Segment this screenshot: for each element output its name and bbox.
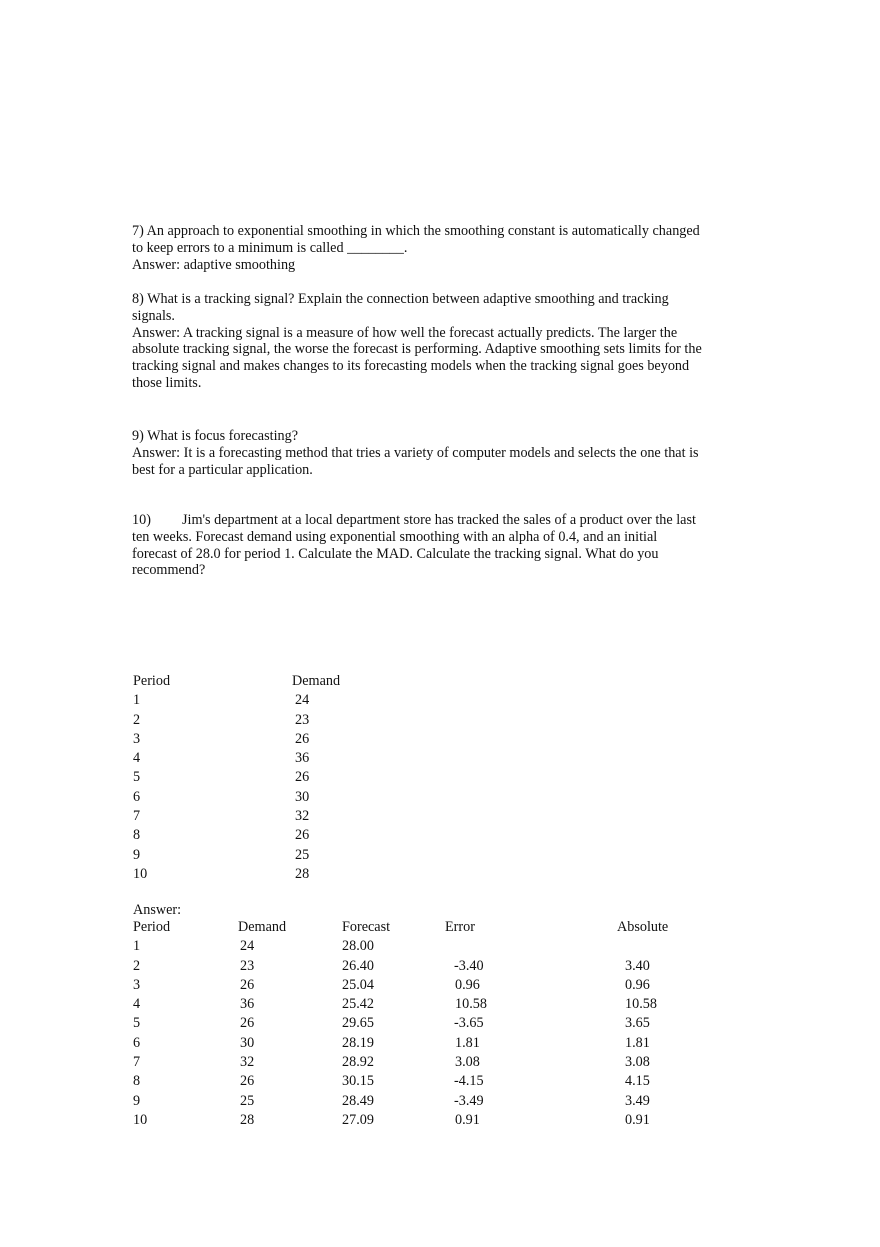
cell-demand: 26	[240, 1015, 255, 1032]
cell-demand: 26	[295, 769, 310, 786]
cell-demand: 26	[240, 1073, 255, 1090]
question-8	[132, 291, 702, 392]
cell-demand: 32	[295, 808, 310, 825]
cell-forecast: 28.19	[342, 1034, 374, 1051]
cell-error: 3.08	[455, 1054, 480, 1071]
cell-period: 3	[133, 730, 141, 747]
cell-error: -3.65	[454, 1015, 484, 1032]
cell-absolute: 3.49	[625, 1092, 650, 1109]
question-9-text: 9) What is focus forecasting?	[132, 428, 298, 444]
cell-absolute: 0.91	[625, 1111, 650, 1128]
cell-period: 5	[133, 1015, 141, 1032]
cell-demand: 28	[295, 865, 310, 882]
header-demand: Demand	[292, 673, 341, 689]
cell-period: 1	[133, 938, 141, 955]
cell-demand: 28	[240, 1111, 255, 1128]
cell-demand: 26	[295, 827, 310, 844]
cell-error: -4.15	[454, 1073, 484, 1090]
question-8-answer: Answer: A tracking signal is a measure of how well the forecast actually predicts. The larger the absolute tracking signal, the worse the forecast is performing. Adaptive smoothing sets limits for the tracking signal and makes changes to its forecasting models when the tracking signal goes beyond those limits.	[132, 324, 702, 391]
cell-error: -3.49	[454, 1092, 484, 1109]
cell-period: 4	[133, 996, 141, 1013]
cell-error: 0.96	[455, 976, 480, 993]
cell-error: 0.91	[455, 1111, 480, 1128]
header-demand: Demand	[238, 919, 287, 935]
cell-period: 8	[133, 827, 141, 844]
cell-period: 1	[133, 692, 141, 709]
question-9	[132, 428, 702, 478]
cell-demand: 26	[295, 730, 310, 747]
cell-forecast: 28.49	[342, 1092, 374, 1109]
header-period: Period	[133, 919, 171, 935]
cell-absolute: 3.40	[625, 957, 650, 974]
cell-error: 10.58	[455, 996, 487, 1013]
question-7	[132, 223, 702, 273]
cell-absolute: 4.15	[625, 1073, 650, 1090]
header-period: Period	[133, 673, 171, 689]
cell-period: 7	[133, 1054, 141, 1071]
cell-period: 7	[133, 808, 141, 825]
cell-period: 10	[133, 865, 148, 882]
cell-period: 8	[133, 1073, 141, 1090]
cell-demand: 30	[295, 788, 310, 805]
cell-demand: 36	[240, 996, 255, 1013]
cell-period: 2	[133, 711, 141, 728]
cell-forecast: 30.15	[342, 1073, 374, 1090]
cell-forecast: 29.65	[342, 1015, 374, 1032]
cell-demand: 24	[295, 692, 310, 709]
cell-period: 5	[133, 769, 141, 786]
cell-period: 6	[133, 1034, 141, 1051]
question-9-answer: Answer: It is a forecasting method that tries a variety of computer models and selects the one that is best for a particular application.	[132, 444, 699, 478]
cell-demand: 23	[295, 711, 310, 728]
cell-absolute: 1.81	[625, 1034, 650, 1051]
cell-demand: 23	[240, 957, 255, 974]
cell-forecast: 25.42	[342, 996, 374, 1013]
question-10-text	[132, 512, 702, 579]
cell-absolute: 3.65	[625, 1015, 650, 1032]
header-forecast: Forecast	[342, 919, 391, 935]
cell-error: 1.81	[455, 1034, 480, 1051]
cell-demand: 36	[295, 750, 310, 767]
cell-forecast: 28.92	[342, 1054, 374, 1071]
header-error: Error	[445, 919, 475, 935]
question-7-answer: Answer: adaptive smoothing	[132, 256, 296, 273]
cell-error: -3.40	[454, 957, 484, 974]
cell-demand: 32	[240, 1054, 255, 1071]
cell-forecast: 27.09	[342, 1111, 374, 1128]
answer-label: Answer:	[133, 902, 182, 918]
cell-period: 9	[133, 1092, 141, 1109]
question-10	[132, 512, 702, 579]
cell-demand: 30	[240, 1034, 255, 1051]
cell-period: 10	[133, 1111, 148, 1128]
cell-demand: 24	[240, 938, 255, 955]
cell-period: 6	[133, 788, 141, 805]
question-10-number: 10)	[132, 512, 151, 528]
header-absolute: Absolute	[617, 919, 669, 935]
cell-absolute: 0.96	[625, 976, 650, 993]
cell-forecast: 26.40	[342, 957, 374, 974]
question-7-text: 7) An approach to exponential smoothing in which the smoothing constant is automatically changed to keep errors to a minimum is called ________.	[132, 223, 700, 256]
cell-period: 3	[133, 976, 141, 993]
cell-absolute: 10.58	[625, 996, 657, 1013]
cell-period: 9	[133, 846, 141, 863]
cell-demand: 26	[240, 976, 255, 993]
cell-period: 4	[133, 750, 141, 767]
question-10-body: Jim's department at a local department store has tracked the sales of a product over the last ten weeks. Forecast demand using exponential smoothing with an alpha of 0.4, and an initial forecast of 28.0 for period 1. Calculate the MAD. Calculate the tracking signal. What do you recommend?	[132, 512, 696, 579]
cell-forecast: 25.04	[342, 976, 374, 993]
cell-forecast: 28.00	[342, 938, 374, 955]
question-8-text: 8) What is a tracking signal? Explain the connection between adaptive smoothing and tracking signals.	[132, 291, 669, 324]
cell-demand: 25	[295, 846, 310, 863]
cell-period: 2	[133, 957, 141, 974]
cell-demand: 25	[240, 1092, 255, 1109]
cell-absolute: 3.08	[625, 1054, 650, 1071]
